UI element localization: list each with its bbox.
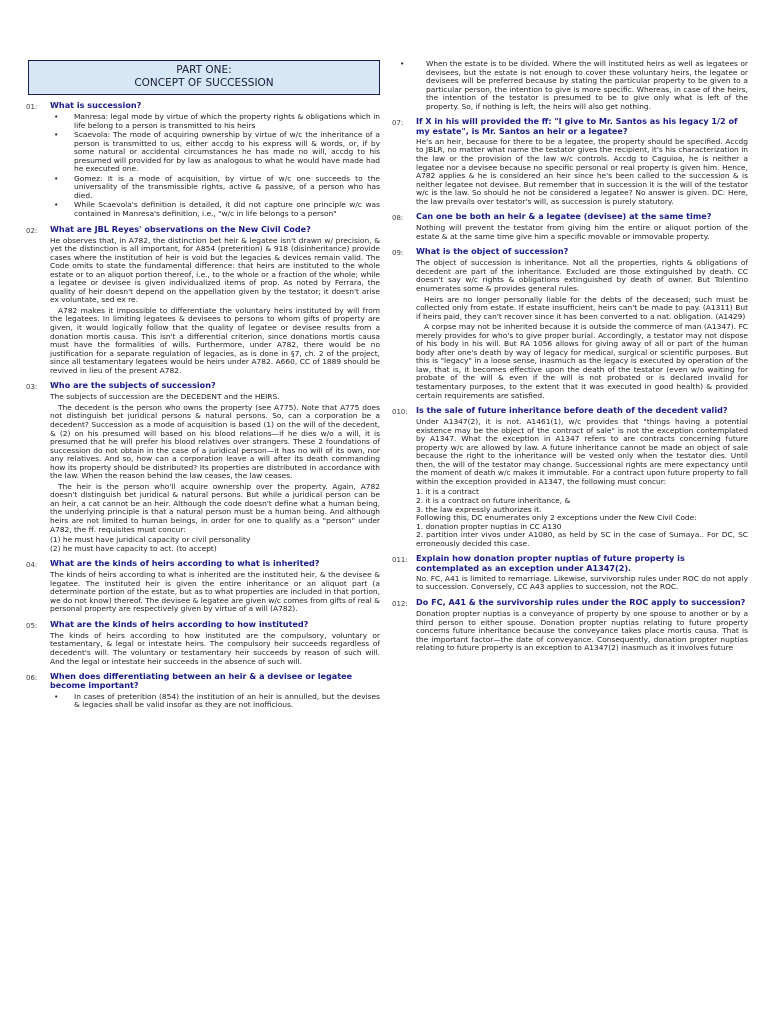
question-010 bbox=[392, 406, 748, 416]
answer-09 bbox=[416, 259, 748, 400]
question-number: 05: bbox=[26, 621, 38, 630]
answer-012 bbox=[416, 610, 748, 653]
list-item: • Gomez: It is a mode of acquisition, by virtue of w/c one succeeds to the universality of the transmissible rights, active & passive, of a person who has died. bbox=[54, 173, 380, 200]
answer-06 bbox=[50, 693, 380, 710]
answer-05 bbox=[50, 632, 380, 666]
question-number: 012: bbox=[392, 599, 408, 608]
question-number: 07: bbox=[392, 119, 404, 128]
requisite-item: (1) he must have juridical capacity or civil personality bbox=[50, 535, 251, 545]
question-07 bbox=[392, 117, 748, 136]
list-item: • In cases of preterition (854) the institution of an heir is annulled, but the devises & legacies shall be valid insofar as they are not inofficious. bbox=[54, 691, 380, 710]
question-012 bbox=[392, 598, 748, 608]
paragraph: He's an heir, because for there to be a legatee, the property should be specified. Accdg to JBLR, no matter what name the testator gives the recipient, it's his characterization in the law or the provision of the law w/c controls. Accdg to Caguioa, he is neither a legatee nor a devisee because no specific personal or real property is given him. Hence, A782 applies & he is considered an heir since he's been called to the succession & is neither legatee not devisee. But remember that in succession it is the will of the testator w/c is the law. So should he not be considered a legatee? No answer is given. DC: Here, the law prevails over testator's will, as succession is purely statutory. bbox=[416, 136, 748, 206]
paragraph: The heir is the person who'll acquire ownership over the property. Again, A782 doesn't distinguish bet juridical & natural persons. But while a juridical person can be an heir, a cat cannot be an heir. Although the code doesn't define what a human being, the underlying principle is that a natural person must be a human being. And although heirs are not limited to human beings, in order for one to qualify as a "person" under A782, the ff. requisites must concur: bbox=[50, 481, 380, 534]
paragraph: Heirs are no longer personally liable for the debts of the deceased; such must be collected only from estate. If estate insufficient, heirs can't be made to pay. (A1311) But if heirs paid, they can't recover since it has been converted to a nat. obligation. (A1429) bbox=[416, 294, 748, 321]
answer-02 bbox=[50, 237, 380, 376]
paragraph: Donation propter nuptias is a conveyance of property by one spouse to another or by a third person to either spouse. Donation propter nuptias relating to future property concerns future inheritance because the conveyance takes place mortis causa. That is the important factor—the date of conveyance. Consequently, donation propter nuptias relating to future property is an exception to A1347(2) inasmuch as it involves future bbox=[416, 608, 748, 653]
answer-06-continued bbox=[392, 60, 748, 111]
left-column bbox=[26, 60, 380, 711]
answer-01 bbox=[50, 113, 380, 219]
question-text: If X in his will provided the ff: "I give to Mr. Santos as his legacy 1/2 of my estate", is Mr. Santos an heir or a legatee? bbox=[416, 116, 738, 136]
question-number: 04: bbox=[26, 561, 38, 570]
question-text: What are the kinds of heirs according to how instituted? bbox=[50, 618, 309, 629]
question-09 bbox=[392, 247, 748, 257]
question-05 bbox=[26, 620, 380, 630]
question-06 bbox=[26, 672, 380, 691]
paragraph: The kinds of heirs according to how instituted are the compulsory, voluntary or testamentary, & legal or intestate heirs. The compulsory heir succeeds regardless of decedent's will. The voluntary or testamentary heir succeeds by reason of such will. And the legal or intestate heir succeeds in the absence of such will. bbox=[50, 630, 380, 666]
list-item: 2. partition inter vivos under A1080, as held by SC in the case of Sumaya.. For DC, SC erroneously decided this case. bbox=[416, 530, 748, 548]
answer-04 bbox=[50, 571, 380, 614]
question-text: What is succession? bbox=[50, 100, 142, 110]
list-item: 3. the law expressly authorizes it. bbox=[416, 504, 542, 514]
paragraph: A corpse may not be inherited because it is outside the commerce of man (A1347). FC merely provides for who's to give proper burial. Accordingly, a testator may not dispose of his body in his will. But RA 1056 allows for giving away of all or part of the human body after one's death by way of legacy for medical, surgical or scientific purposes. But this is "legacy" in a loose sense, inasmuch as the legacy is executed by operation of the law, that is, it becomes effective upon the death of the testator (even w/o waiting for probate of the will & even if the will is not probated or is declared invalid for testamentary purposes, to the extent that it was executed in good health) & provided certain requirements are satisfied. bbox=[416, 322, 748, 400]
paragraph: The decedent is the person who owns the property (see A775). Note that A775 does not distinguish bet juridical persons & natural persons. So, can a corporation be a decedent? Succession as a mode of acquisition is based (1) on the will of the decedent, & (2) on his presumed will based on his blood relations—if he dies w/o a will, it is presumed that he will prefer his blood relatives over strangers. These 2 foundations of succession do not obtain in the case of a juridical person—it has no will of its own, nor any relatives. And so, how can a corporation leave a will after its death commanding how its property should be distributed? Its properties are distributed in accordance with the law. When the reason behind the law ceases, the law ceases. bbox=[50, 402, 380, 481]
answer-010 bbox=[416, 418, 748, 548]
list-item: 1. donation propter nuptias in CC A130 bbox=[416, 521, 562, 531]
paragraph: The kinds of heirs according to what is inherited are the instituted heir, & the devisee & legatee. The instituted heir is given the entire inheritance or an aliquot part (a determinate portion of the estate, but as to what properties are included in that portion, we do not know) thereof. The devisee & legatee are given w/c comes from gifts of real & personal property are respectively given by virtue of a will (A782). bbox=[50, 570, 380, 614]
paragraph: A782 makes it impossible to differentiate the voluntary heirs instituted by will from the legatees. In limiting legatees & devisees to persons to whom gifts of property are given, it would logically follow that the quality of legatee or devisee results from a donation mortis causa. This isn't a differential criterion, since donations mortis causa must have the formalities of wills. Furthermore, under A782, there would be no justification for a separate regulation of legacies, as is done in §7, ch. 2 of the project, since all testamentary legatees would be heirs under A782. A660, CC of 1889 should be revived in lieu of the present A782. bbox=[50, 305, 380, 375]
question-01 bbox=[26, 101, 380, 111]
question-text: What are the kinds of heirs according to what is inherited? bbox=[50, 558, 320, 569]
part-label: PART ONE: bbox=[176, 64, 232, 76]
list-item: 2. it is a contract on future inheritance, & bbox=[416, 496, 571, 506]
paragraph: The subjects of succession are the DECEDENT and the HEIRS. bbox=[50, 392, 280, 402]
answer-011 bbox=[416, 575, 748, 592]
question-text: What is the object of succession? bbox=[416, 246, 569, 257]
section-title: CONCEPT OF SUCCESSION bbox=[134, 77, 274, 89]
question-number: 03: bbox=[26, 383, 38, 392]
question-number: 01: bbox=[26, 103, 38, 111]
paragraph: Under A1347(2), it is not. A1461(1), w/c provides that "things having a potential existence may be the object of the contract of sale" is not the exception contemplated by A1347. What the exception in A1347 refers to are contracts concerning future property w/c are allowed by law. A future inheritance cannot be made an object of sale because the right to the inheritance will be vested only when the testator dies. Until then, the will of the testator may change. Successional rights are mere expectancy until the moment of death w/c makes it immutable. For a contract upon future property to fall within the exception provided in A1347, the following must concur: bbox=[416, 417, 748, 486]
answer-03 bbox=[50, 393, 380, 553]
answer-08 bbox=[416, 224, 748, 241]
question-text: When does differentiating between an heir & a devisee or legatee become important? bbox=[50, 671, 353, 691]
right-column bbox=[392, 60, 748, 655]
question-08 bbox=[392, 212, 748, 222]
question-text: Can one be both an heir & a legatee (devisee) at the same time? bbox=[416, 211, 712, 222]
paragraph: Nothing will prevent the testator from giving him the entire or aliquot portion of the estate & at the same time give him a specific movable or immovable property. bbox=[416, 223, 748, 241]
question-04 bbox=[26, 559, 380, 569]
question-number: 010: bbox=[392, 408, 408, 417]
question-text: Do FC, A41 & the survivorship rules under the ROC apply to succession? bbox=[416, 596, 746, 607]
answer-07 bbox=[416, 138, 748, 206]
question-011 bbox=[392, 554, 748, 573]
question-text: What are JBL Reyes' observations on the New Civil Code? bbox=[50, 223, 311, 234]
list-item: • When the estate is to be divided. Where the will instituted heirs as well as legatees or devisees, but the estate is not enough to cover these voluntary heirs, the legatee or devisees will be preferred because by stating the particular property to be given to a particular person, the intention to give is more specific. Whereas, in case of the heirs, the intention of the testator is presumed to be to give only what is left of the property. So, if nothing is left, the heirs will also get nothing. bbox=[400, 59, 748, 111]
question-number: 02: bbox=[26, 226, 38, 235]
paragraph: The object of succession is inheritance. Not all the properties, rights & obligations of decedent are part of the inheritance. Excluded are those extinguished by death. CC doesn't say w/c rights & obligations extinguished by death of owner. But Tolentino enumerates some & provides general rules. bbox=[416, 258, 748, 293]
section-title-box bbox=[28, 60, 380, 95]
question-02 bbox=[26, 225, 380, 235]
question-03 bbox=[26, 381, 380, 391]
paragraph: Following this, DC enumerates only 2 exceptions under the New Civil Code: bbox=[416, 513, 697, 523]
question-number: 09: bbox=[392, 249, 404, 258]
question-number: 06: bbox=[26, 674, 38, 683]
list-item: • Manresa: legal mode by virtue of which the property rights & obligations which in life belong to a person is transmitted to his heirs bbox=[54, 112, 380, 130]
question-text: Who are the subjects of succession? bbox=[50, 380, 216, 391]
question-number: 08: bbox=[392, 214, 404, 223]
paragraph: No. FC, A41 is limited to remarriage. Likewise, survivorship rules under ROC do not apply to succession. Conversely, CC A43 applies to succession, not the ROC. bbox=[416, 573, 748, 592]
requisite-item: (2) he must have capacity to act. (to accept) bbox=[50, 543, 217, 553]
paragraph: He observes that, in A782, the distinction bet heir & legatee isn't drawn w/ precision, & yet the distinction is all important, for A854 (preterition) & 918 (disinheritance) provide cases where the institution of heir is void but the legacies & devices remain valid. The Code omits to state the fundamental difference: that heirs are instituted to the whole estate or to an aliquot portion thereof, i.e., to the whole or a fraction of the whole; while a legatee or devisee is given individualized items of prop. As noted by Ferrara, the quality of heir doesn't depend on the appellation given by the testator; it doesn't arise ex voluntate, sed ex re. bbox=[50, 235, 380, 305]
list-item: • While Scaevola's definition is detailed, it did not capture one principle w/c was contained in Manresa's definition, i.e., "w/c in life belongs to a person" bbox=[54, 200, 380, 219]
question-number: 011: bbox=[392, 556, 408, 565]
question-text: Explain how donation propter nuptias of future property is contemplated as an exception under A1347(2). bbox=[416, 553, 685, 573]
question-text: Is the sale of future inheritance before death of the decedent valid? bbox=[416, 405, 728, 416]
list-item: 1. it is a contract bbox=[416, 487, 479, 497]
list-item: • Scaevola: The mode of acquiring ownership by virtue of w/c the inheritance of a person is transmitted to us, either accdg to his express will & words, or, if by some natural or accidental circumstances he has made no will, accdg to his presumed will provided for by law as analogous to what he would have made had he executed one. bbox=[54, 130, 380, 174]
